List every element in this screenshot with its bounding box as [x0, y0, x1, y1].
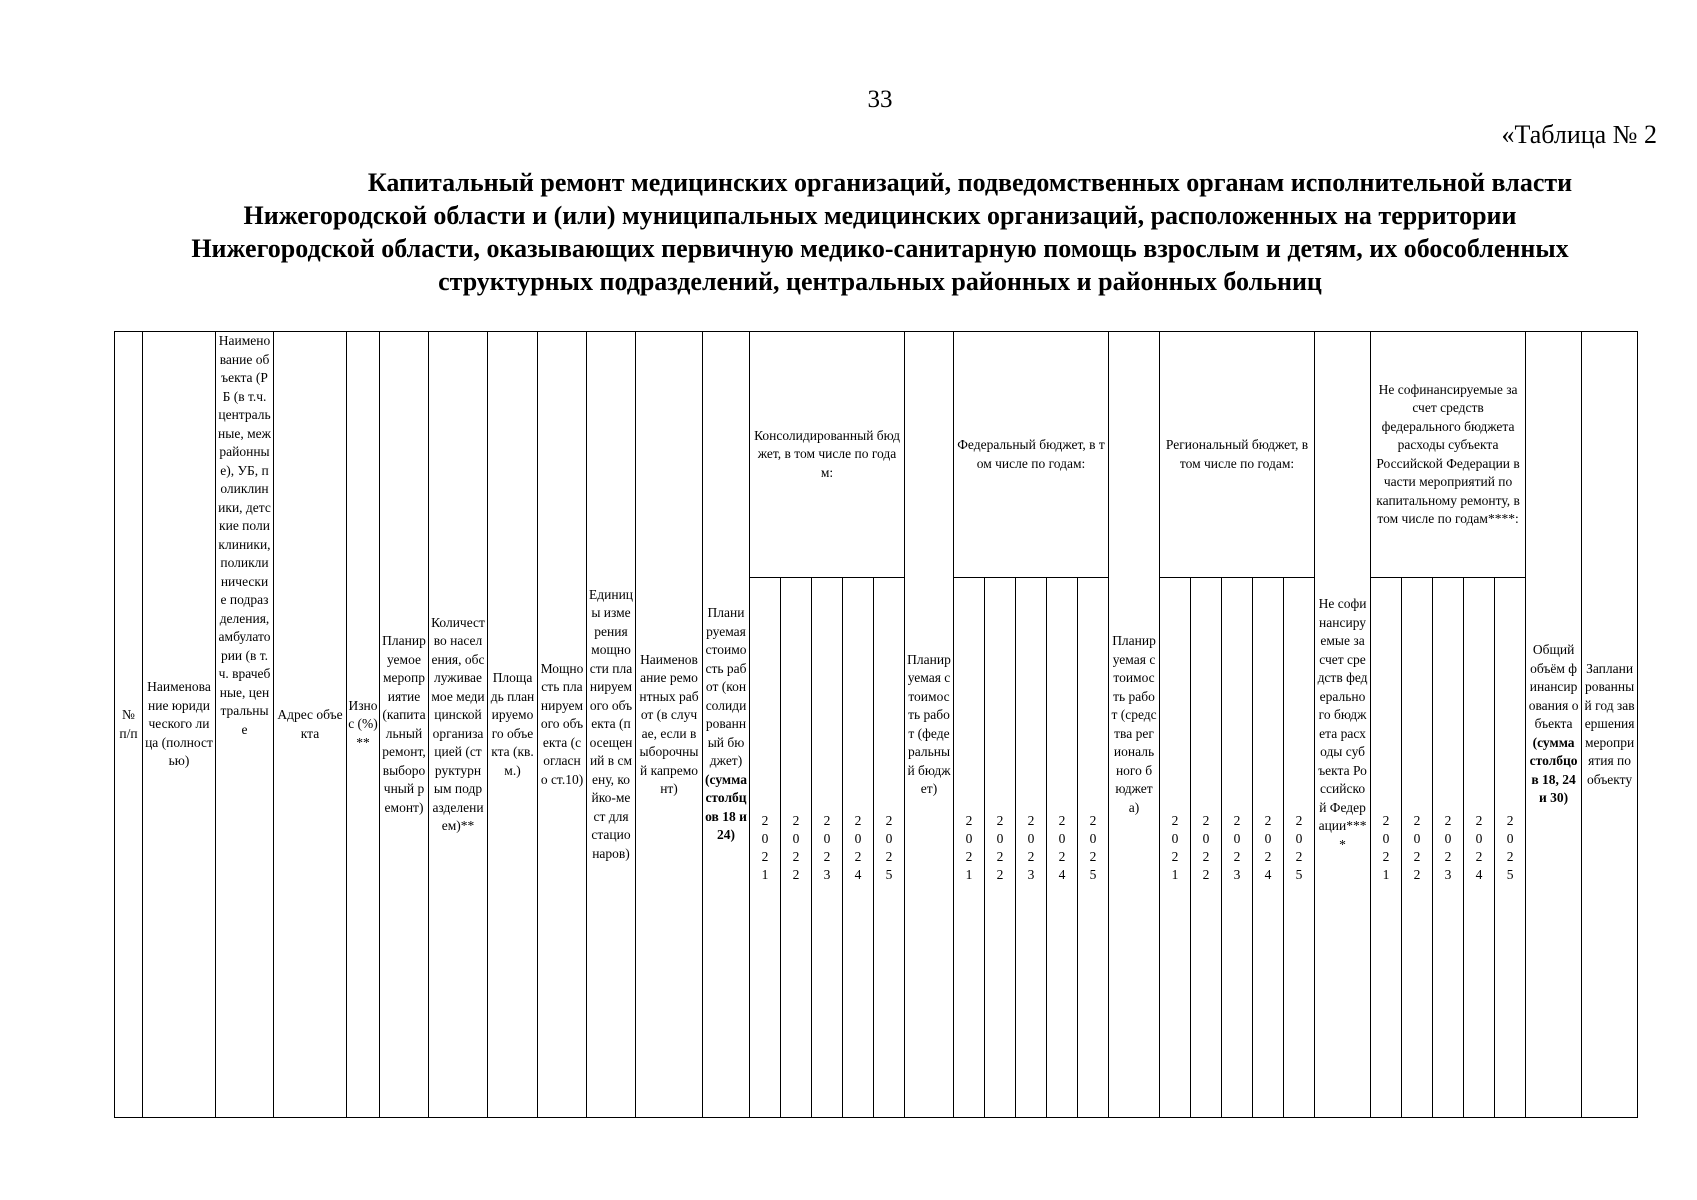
year-cell: 2021: [1160, 578, 1191, 1118]
header-non-cofinanced-years: Не софинансируемые за счет средств федерального бюджета расходы субъекта Российской Федерации в части мероприятий по капитальному ремонту, в том числе по годам****:: [1371, 332, 1526, 578]
header-capacity: Мощность планируемого объекта (согласно ст.10): [538, 332, 587, 1118]
year-cell: 2024: [843, 578, 874, 1118]
year-cell: 2025: [1495, 578, 1526, 1118]
title-line: Нижегородской области, оказывающих первичную медико-санитарную помощь взрослым и детям, их обособленных: [191, 234, 1569, 263]
header-planned-measure: Планируемое мероприятие (капитальный ремонт, выборочный ремонт): [380, 332, 429, 1118]
year-cell: 2021: [1371, 578, 1402, 1118]
header-consolidated-budget: Консолидированный бюджет, в том числе по годам:: [750, 332, 905, 578]
header-num: № п/п: [115, 332, 143, 1118]
year-cell: 2022: [985, 578, 1016, 1118]
header-planned-cost: [703, 332, 750, 1118]
year-cell: 2024: [1253, 578, 1284, 1118]
header-population: Количество населения, обслуживаемое медицинской организацией (структурным подразделением)**: [429, 332, 488, 1118]
header-federal-budget: Федеральный бюджет, в том числе по годам:: [954, 332, 1109, 578]
planned-cost-label: Планируемая стоимость работ (консолидированный бюджет): [705, 605, 747, 769]
title-line: структурных подразделений, центральных районных и районных больниц: [438, 267, 1322, 296]
title-line: Капитальный ремонт медицинских организаций, подведомственных органам исполнительной власти: [367, 168, 1573, 197]
header-address: Адрес объекта: [274, 332, 347, 1118]
header-area: Площадь планируемого объекта (кв.м.): [488, 332, 538, 1118]
document-title: [100, 166, 1660, 298]
year-cell: 2022: [781, 578, 812, 1118]
year-cell: 2025: [1284, 578, 1315, 1118]
total-volume-formula: (сумма столбцов 18, 24 и 30): [1529, 734, 1578, 806]
header-regional-budget: Региональный бюджет, в том числе по годам:: [1160, 332, 1315, 578]
year-cell: 2023: [1016, 578, 1047, 1118]
capital-repair-table: [114, 331, 1638, 1118]
total-volume-label: Общий объём финансирования объекта: [1528, 642, 1579, 732]
header-object-name: Наименование объекта (РБ (в т.ч. центральные, межрайонные), УБ, поликлиники, детские поликлиники, поликлинические подразделения, амбулатории (в т.ч. врачебные, центральные: [216, 332, 274, 1118]
year-cell: 2022: [1402, 578, 1433, 1118]
year-cell: 2023: [1222, 578, 1253, 1118]
year-cell: 2023: [812, 578, 843, 1118]
planned-cost-formula: (сумма столбцов 18 и 24): [705, 771, 747, 843]
header-repair-type: Наименование ремонтных работ (в случае, если выборочный капремонт): [636, 332, 703, 1118]
header-non-cofinanced: Не софинансируемые за счет средств федерального бюджета расходы субъекта Российской Федерации****: [1315, 332, 1371, 1118]
year-cell: 2025: [874, 578, 905, 1118]
header-legal-entity: Наименование юридического лица (полностью): [143, 332, 216, 1118]
header-federal-cost: Планируемая стоимость работ (федеральный бюджет): [905, 332, 954, 1118]
header-regional-cost: Планируемая стоимость работ (средства регионального бюджета): [1109, 332, 1160, 1118]
year-cell: 2025: [1078, 578, 1109, 1118]
header-wear: Износ (%)**: [347, 332, 380, 1118]
year-cell: 2022: [1191, 578, 1222, 1118]
year-cell: 2024: [1047, 578, 1078, 1118]
page-number: 33: [867, 86, 893, 113]
year-cell: 2024: [1464, 578, 1495, 1118]
year-cell: 2021: [954, 578, 985, 1118]
header-completion-year: Запланированный год завершения мероприятия по объекту: [1582, 332, 1638, 1118]
title-line: Нижегородской области и (или) муниципальных медицинских организаций, расположенных на территории: [243, 201, 1517, 230]
table-label: «Таблица № 2: [1501, 120, 1657, 149]
header-unit: Единицы измерения мощности планируемого объекта (посещений в смену, койко-мест для стационаров): [587, 332, 636, 1118]
header-total-volume: [1526, 332, 1582, 1118]
year-cell: 2023: [1433, 578, 1464, 1118]
year-cell: 2021: [750, 578, 781, 1118]
